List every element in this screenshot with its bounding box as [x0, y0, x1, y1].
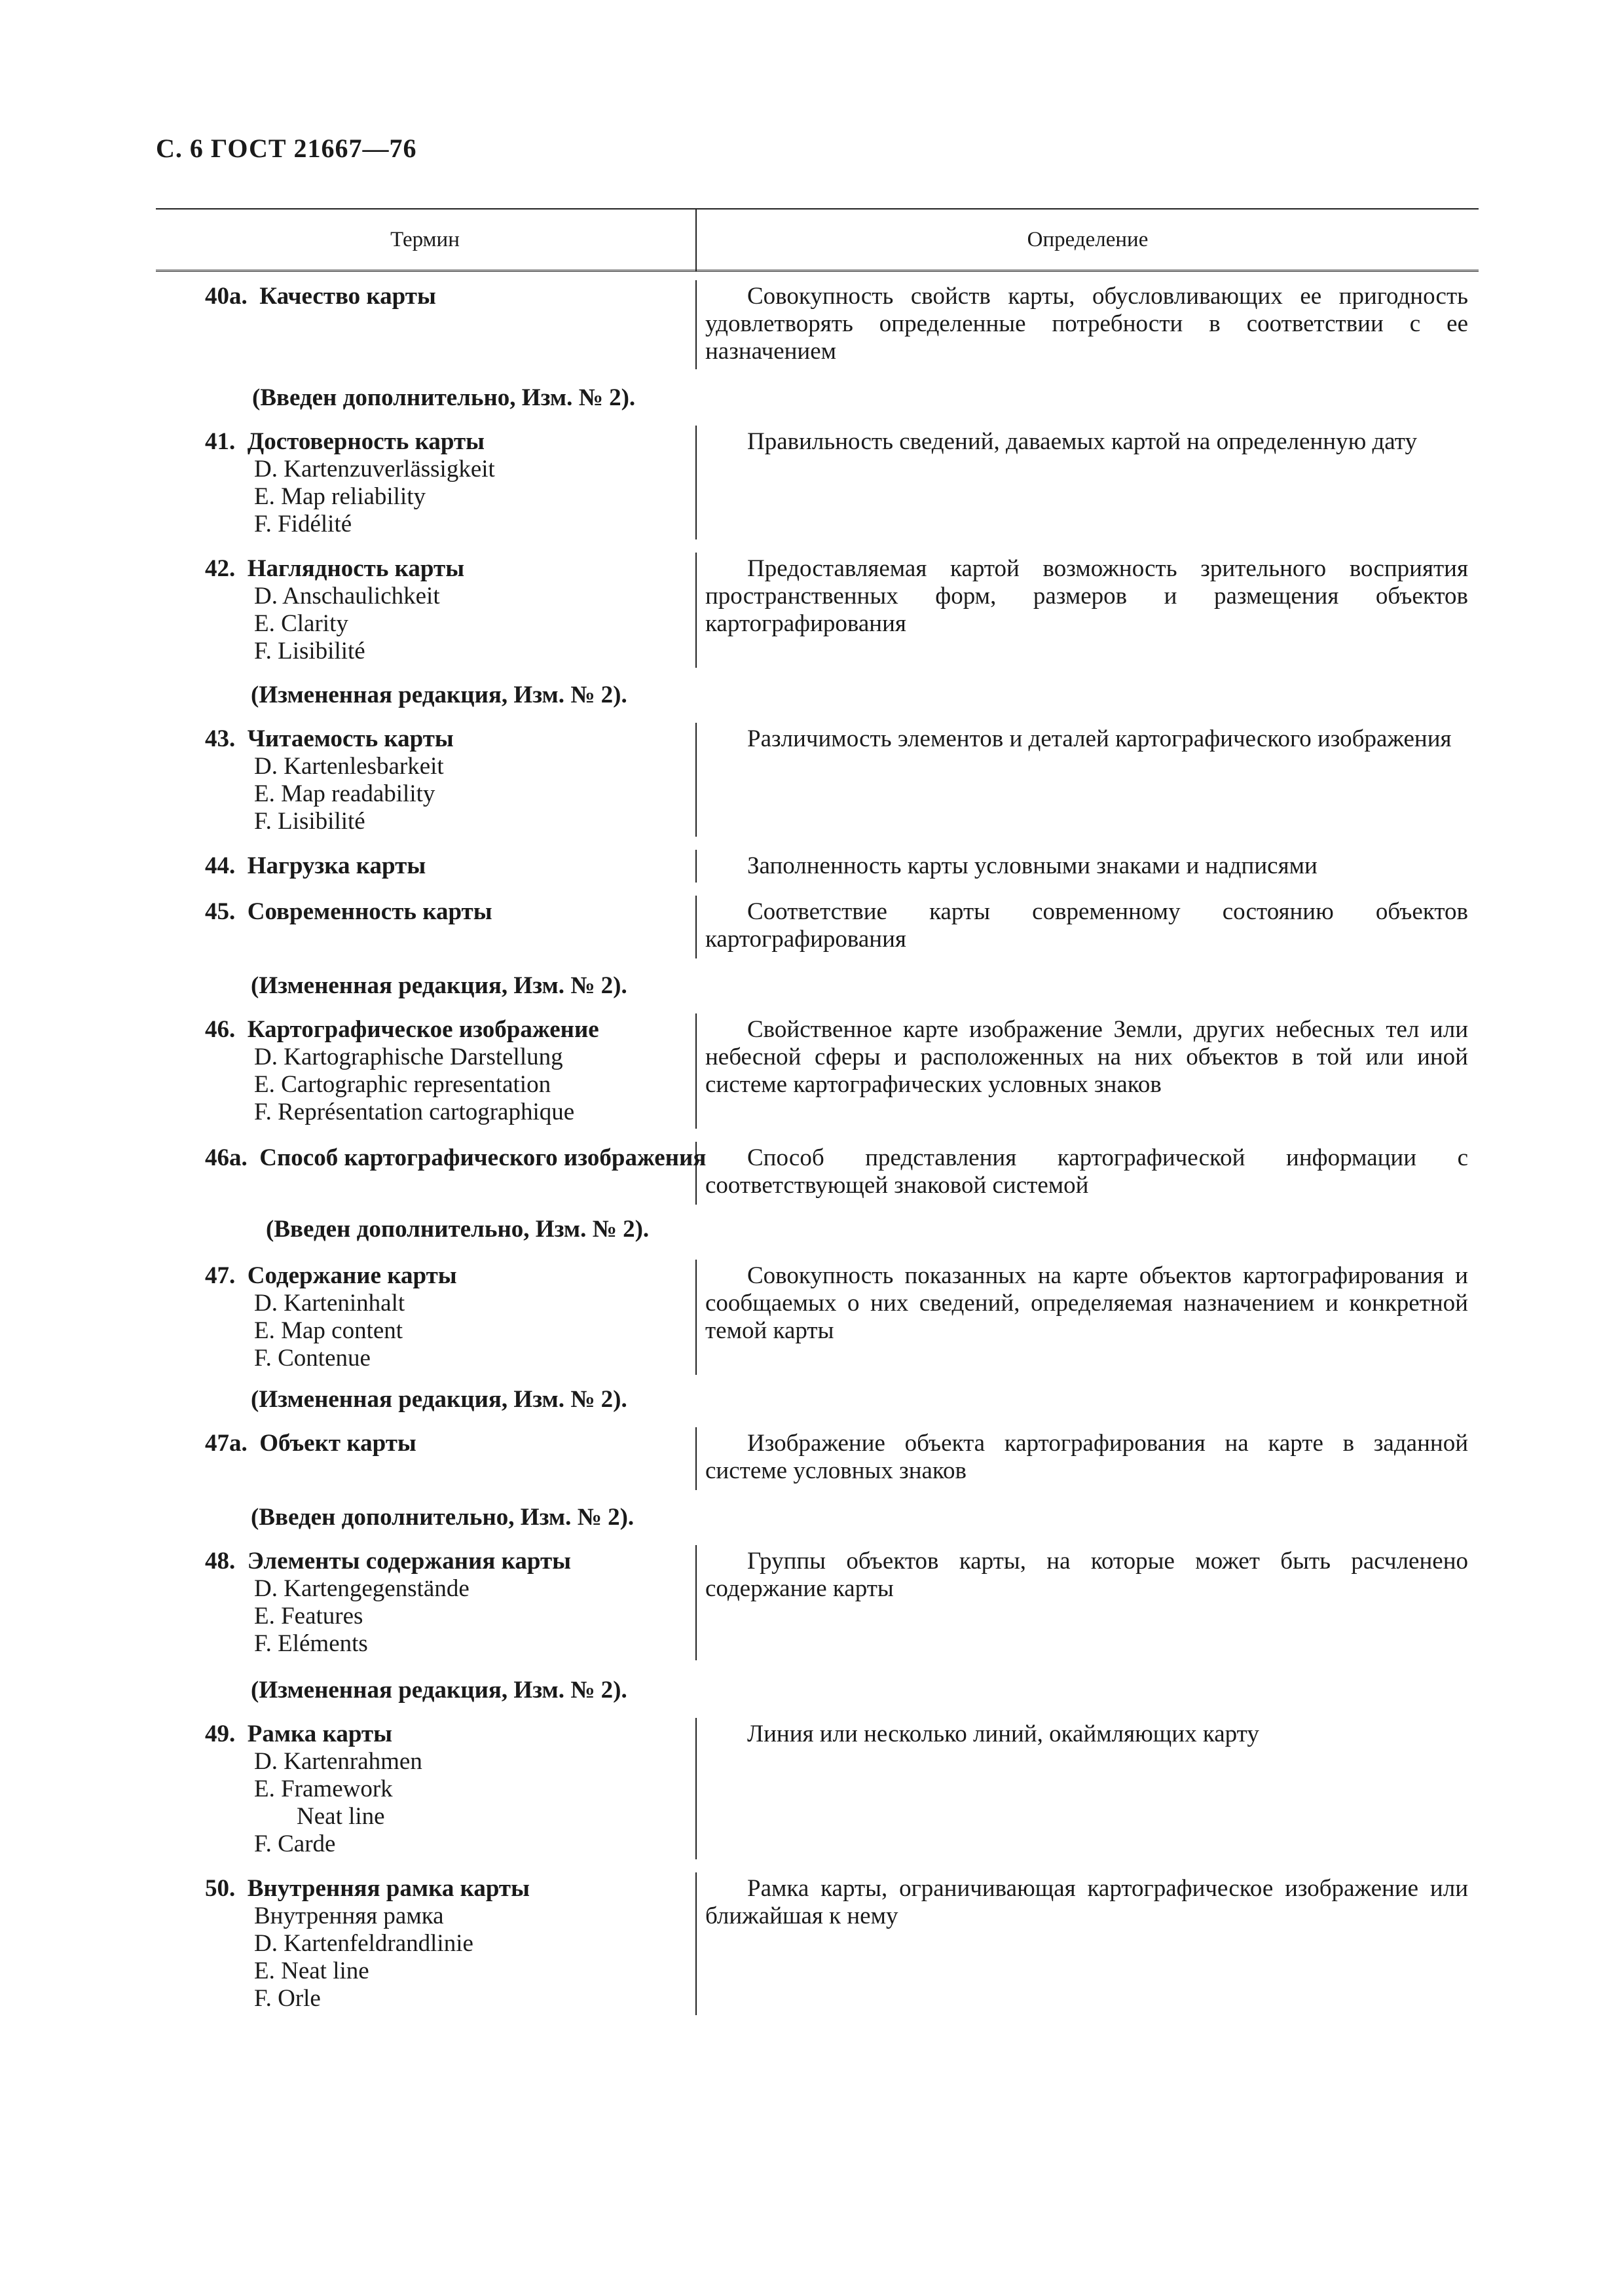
term-entry-46	[205, 1016, 690, 1126]
term-title: 46. Картографическое изображение	[205, 1016, 599, 1043]
definition-46a: Способ представления картографической информации с соответствующей знаковой системой	[705, 1144, 1468, 1199]
term-title: 40а. Качество карты	[205, 283, 436, 310]
term-title: 47. Содержание карты	[205, 1262, 457, 1289]
definition-44: Заполненность карты условными знаками и надписями	[747, 852, 1318, 879]
term-entry-50	[205, 1875, 690, 2013]
term-translation-fr: F. Fidélité	[254, 511, 352, 538]
term-translation-de: D. Kartenrahmen	[254, 1748, 422, 1775]
definition-43: Различимость элементов и деталей картографического изображения	[747, 725, 1452, 752]
column-divider	[695, 1260, 697, 1375]
term-title: 50. Внутренняя рамка карты	[205, 1875, 530, 1902]
term-entry-49	[205, 1721, 690, 1858]
column-divider	[695, 1427, 697, 1490]
term-translation-fr: F. Orle	[254, 1985, 321, 2012]
term-translation-en: E. Map content	[254, 1317, 403, 1344]
column-divider	[695, 723, 697, 837]
column-divider	[695, 1872, 697, 2015]
term-title: 48. Элементы содержания карты	[205, 1548, 572, 1575]
term-title: 45. Современность карты	[205, 898, 492, 925]
term-entry-40a	[205, 283, 690, 310]
amendment-note: (Измененная редакция, Изм. № 2).	[251, 1386, 627, 1413]
definition-47a: Изображение объекта картографирования на карте в заданной системе условных знаков	[705, 1430, 1468, 1484]
term-translation-de: D. Kartenzuverlässigkeit	[254, 456, 495, 483]
amendment-note: (Измененная редакция, Изм. № 2).	[251, 972, 627, 999]
term-translation-en: E. Map readability	[254, 780, 435, 807]
term-translation-fr: F. Lisibilité	[254, 808, 365, 835]
term-translation-fr: F. Représentation cartographique	[254, 1099, 575, 1125]
term-translation-fr: F. Contenue	[254, 1345, 371, 1372]
term-translation-de: D. Anschaulichkeit	[254, 583, 440, 610]
term-translation-de: D. Kartengegenstände	[254, 1575, 470, 1602]
term-entry-48	[205, 1548, 690, 1658]
definition-46: Свойственное карте изображение Земли, других небесных тел или небесной сферы и расположенных на них объектов в той или иной системе картографических условных знаков	[705, 1016, 1468, 1098]
term-title: 43. Читаемость карты	[205, 725, 454, 752]
term-synonym: Внутренняя рамка	[254, 1903, 444, 1929]
amendment-note: (Измененная редакция, Изм. № 2).	[251, 1677, 627, 1704]
definition-50: Рамка карты, ограничивающая картографическое изображение или ближайшая к нему	[705, 1875, 1468, 1929]
column-divider	[695, 1718, 697, 1859]
term-translation-en: E. Map reliability	[254, 483, 426, 510]
term-entry-44	[205, 852, 690, 880]
term-translation-en-alt: Neat line	[297, 1803, 385, 1830]
column-divider	[695, 1545, 697, 1660]
column-divider	[695, 850, 697, 883]
term-translation-fr: F. Lisibilité	[254, 638, 365, 665]
term-entry-47	[205, 1262, 690, 1372]
term-translation-de: D. Kartenfeldrandlinie	[254, 1930, 473, 1957]
term-title: 41. Достоверность карты	[205, 428, 485, 455]
definition-41: Правильность сведений, даваемых картой на определенную дату	[747, 428, 1417, 455]
column-divider	[695, 1013, 697, 1129]
term-entry-43	[205, 725, 690, 835]
definition-47: Совокупность показанных на карте объектов картографирования и сообщаемых о них сведений, определяемая назначением и конкретной темой карты	[705, 1262, 1468, 1344]
table-header-rule	[156, 270, 1479, 273]
definition-40a: Совокупность свойств карты, обусловливающих ее пригодность удовлетворять определенные потребности в соответствии с ее назначением	[705, 283, 1468, 365]
term-entry-45	[205, 898, 690, 926]
column-divider	[695, 426, 697, 539]
term-translation-en: E. Features	[254, 1603, 363, 1630]
column-divider	[695, 896, 697, 958]
definition-49: Линия или несколько линий, окаймляющих карту	[747, 1721, 1259, 1747]
term-translation-en: E. Framework	[254, 1776, 393, 1802]
column-header-definition: Определение	[1027, 228, 1149, 251]
column-divider	[695, 553, 697, 668]
term-translation-en: E. Clarity	[254, 610, 348, 637]
term-title: 46а. Способ картографического изображения	[205, 1144, 707, 1171]
term-translation-en: E. Neat line	[254, 1958, 369, 1984]
term-title: 44. Нагрузка карты	[205, 852, 426, 879]
column-divider	[695, 280, 697, 369]
column-header-term: Термин	[390, 228, 460, 251]
term-entry-47a	[205, 1430, 690, 1457]
amendment-note: (Введен дополнительно, Изм. № 2).	[252, 384, 636, 411]
term-title: 47а. Объект карты	[205, 1430, 416, 1457]
page-header: С. 6 ГОСТ 21667—76	[156, 134, 417, 163]
definition-48: Группы объектов карты, на которые может быть расчленено содержание карты	[705, 1548, 1468, 1602]
term-translation-de: D. Karteninhalt	[254, 1290, 405, 1317]
amendment-note: (Измененная редакция, Изм. № 2).	[251, 682, 627, 708]
term-entry-42	[205, 555, 690, 665]
definition-45: Соответствие карты современному состоянию объектов картографирования	[705, 898, 1468, 953]
term-title: 42. Наглядность карты	[205, 555, 465, 582]
term-entry-41	[205, 428, 690, 538]
definition-42: Предоставляемая картой возможность зрительного восприятия пространственных форм, размеров и размещения объектов картографирования	[705, 555, 1468, 637]
term-translation-en: E. Cartographic representation	[254, 1071, 551, 1098]
term-translation-fr: F. Eléments	[254, 1630, 368, 1657]
amendment-note: (Введен дополнительно, Изм. № 2).	[266, 1216, 650, 1243]
term-translation-de: D. Kartographische Darstellung	[254, 1044, 563, 1070]
term-title: 49. Рамка карты	[205, 1721, 392, 1747]
table-top-rule	[156, 208, 1479, 210]
term-translation-fr: F. Carde	[254, 1831, 336, 1857]
term-entry-46a	[205, 1144, 707, 1172]
amendment-note: (Введен дополнительно, Изм. № 2).	[251, 1504, 635, 1531]
term-translation-de: D. Kartenlesbarkeit	[254, 753, 444, 780]
